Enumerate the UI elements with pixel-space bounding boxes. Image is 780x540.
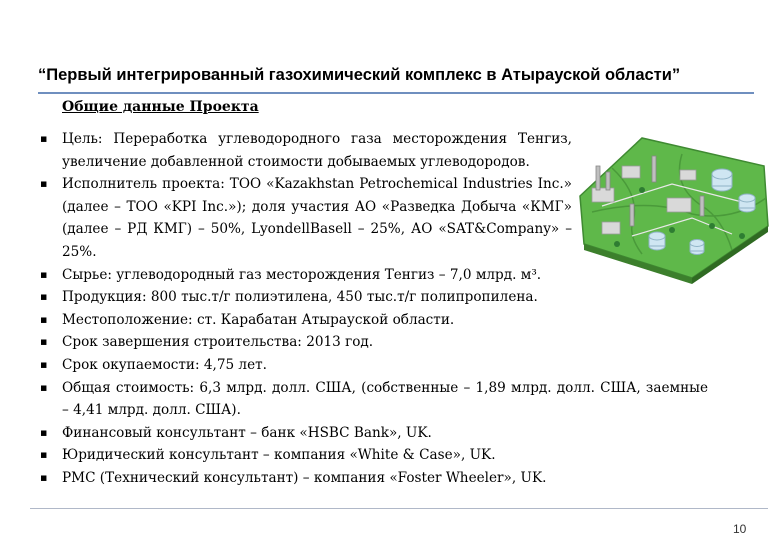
list-item: ▪ Местоположение: ст. Карабатан Атырауской области. <box>40 309 708 332</box>
list-item: ▪ Исполнитель проекта: ТОО «Kazakhstan Petrochemical Industries Inc.» (далее – ТОО «KPI Inc.»); доля участия АО «Разведка Добыча «КМГ» (далее – РД КМГ) – 50%, LyondellBasell – 25%, АО «SAT&Company» – 25%. <box>40 173 572 263</box>
page-number: 10 <box>733 522 747 536</box>
list-item: ▪ Общая стоимость: 6,3 млрд. долл. США, (собственные – 1,89 млрд. долл. США, заемные – 4,41 млрд. долл. США). <box>40 377 708 422</box>
list-item: ▪ Продукция: 800 тыс.т/г полиэтилена, 450 тыс.т/г полипропилена. <box>40 286 708 309</box>
title-divider-end <box>748 92 754 94</box>
footer-divider <box>30 508 768 509</box>
list-item: ▪ Юридический консультант – компания «White & Case», UK. <box>40 444 708 467</box>
slide-title: “Первый интегрированный газохимический комплекс в Атырауской области” <box>38 66 681 84</box>
petrochemical-plant-puzzle-icon <box>572 126 772 286</box>
title-divider <box>38 92 748 94</box>
list-item: ▪ Срок окупаемости: 4,75 лет. <box>40 354 708 377</box>
list-item: ▪ Цель: Переработка углеводородного газа месторождения Тенгиз, увеличение добавленной стоимости добываемых углеводородов. <box>40 128 572 173</box>
list-item: ▪ Срок завершения строительства: 2013 год. <box>40 331 708 354</box>
section-heading: Общие данные Проекта <box>62 99 259 115</box>
list-item: ▪ Финансовый консультант – банк «HSBC Bank», UK. <box>40 422 708 445</box>
list-item: ▪ PMC (Технический консультант) – компания «Foster Wheeler», UK. <box>40 467 708 490</box>
list-item: ▪ Сырье: углеводородный газ месторождения Тенгиз – 7,0 млрд. м³. <box>40 264 708 287</box>
